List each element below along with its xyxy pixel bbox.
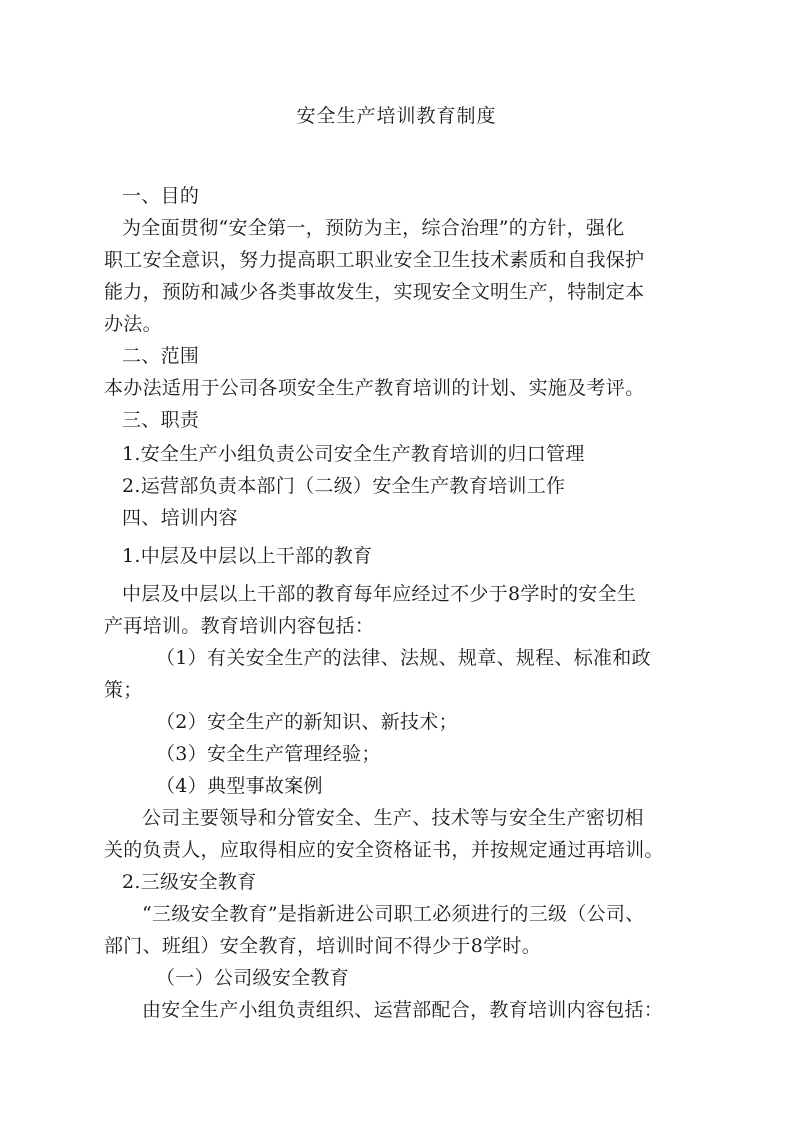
subsection-heading: 2.三级安全教育: [122, 871, 257, 893]
list-item: （4）典型事故案例: [156, 775, 323, 797]
list-item: （1）有关安全生产的法律、法规、规章、规程、标准和政: [156, 647, 651, 669]
paragraph-line: 策；: [104, 679, 143, 701]
paragraph-line: “三级安全教育”是指新进公司职工必须进行的三级（公司、: [142, 903, 645, 925]
paragraph-line: 中层及中层以上干部的教育每年应经过不少于8学时的安全生: [122, 583, 637, 605]
section-heading-scope: 二、范围: [122, 345, 200, 367]
paragraph-line: 办法。: [104, 313, 162, 335]
list-item: 2.运营部负责本部门（二级）安全生产教育培训工作: [122, 475, 566, 497]
paragraph-line: 职工安全意识，努力提高职工职业安全卫生技术素质和自我保护: [104, 249, 645, 271]
paragraph-line: 由安全生产小组负责组织、运营部配合，教育培训内容包括：: [142, 999, 664, 1021]
list-item: （2）安全生产的新知识、新技术；: [156, 711, 458, 733]
document-title: 安全生产培训教育制度: [296, 105, 497, 127]
paragraph-line: 部门、班组）安全教育，培训时间不得少于8学时。: [104, 935, 541, 957]
paragraph-line: 公司主要领导和分管安全、生产、技术等与安全生产密切相: [142, 807, 644, 829]
list-item: （3）安全生产管理经验；: [156, 743, 381, 765]
paragraph-line: 本办法适用于公司各项安全生产教育培训的计划、实施及考评。: [104, 377, 645, 399]
paragraph-line: 能力，预防和减少各类事故发生，实现安全文明生产，特制定本: [104, 281, 645, 303]
subsection-heading: 1.中层及中层以上干部的教育: [122, 545, 373, 567]
paragraph-line: 为全面贯彻“安全第一，预防为主，综合治理”的方针，强化: [122, 217, 625, 239]
section-heading-duties: 三、职责: [122, 409, 200, 431]
document-body: [104, 180, 704, 1026]
section-heading-purpose: 一、目的: [122, 185, 200, 207]
paragraph-line: 产再培训。教育培训内容包括：: [104, 615, 375, 637]
paragraph-line: 关的负责人，应取得相应的安全资格证书，并按规定通过再培训。: [104, 839, 664, 861]
list-item: 1.安全生产小组负责公司安全生产教育培训的归口管理: [122, 443, 585, 465]
subsection-heading: （一）公司级安全教育: [156, 967, 350, 989]
section-heading-training-content: 四、培训内容: [122, 507, 238, 529]
